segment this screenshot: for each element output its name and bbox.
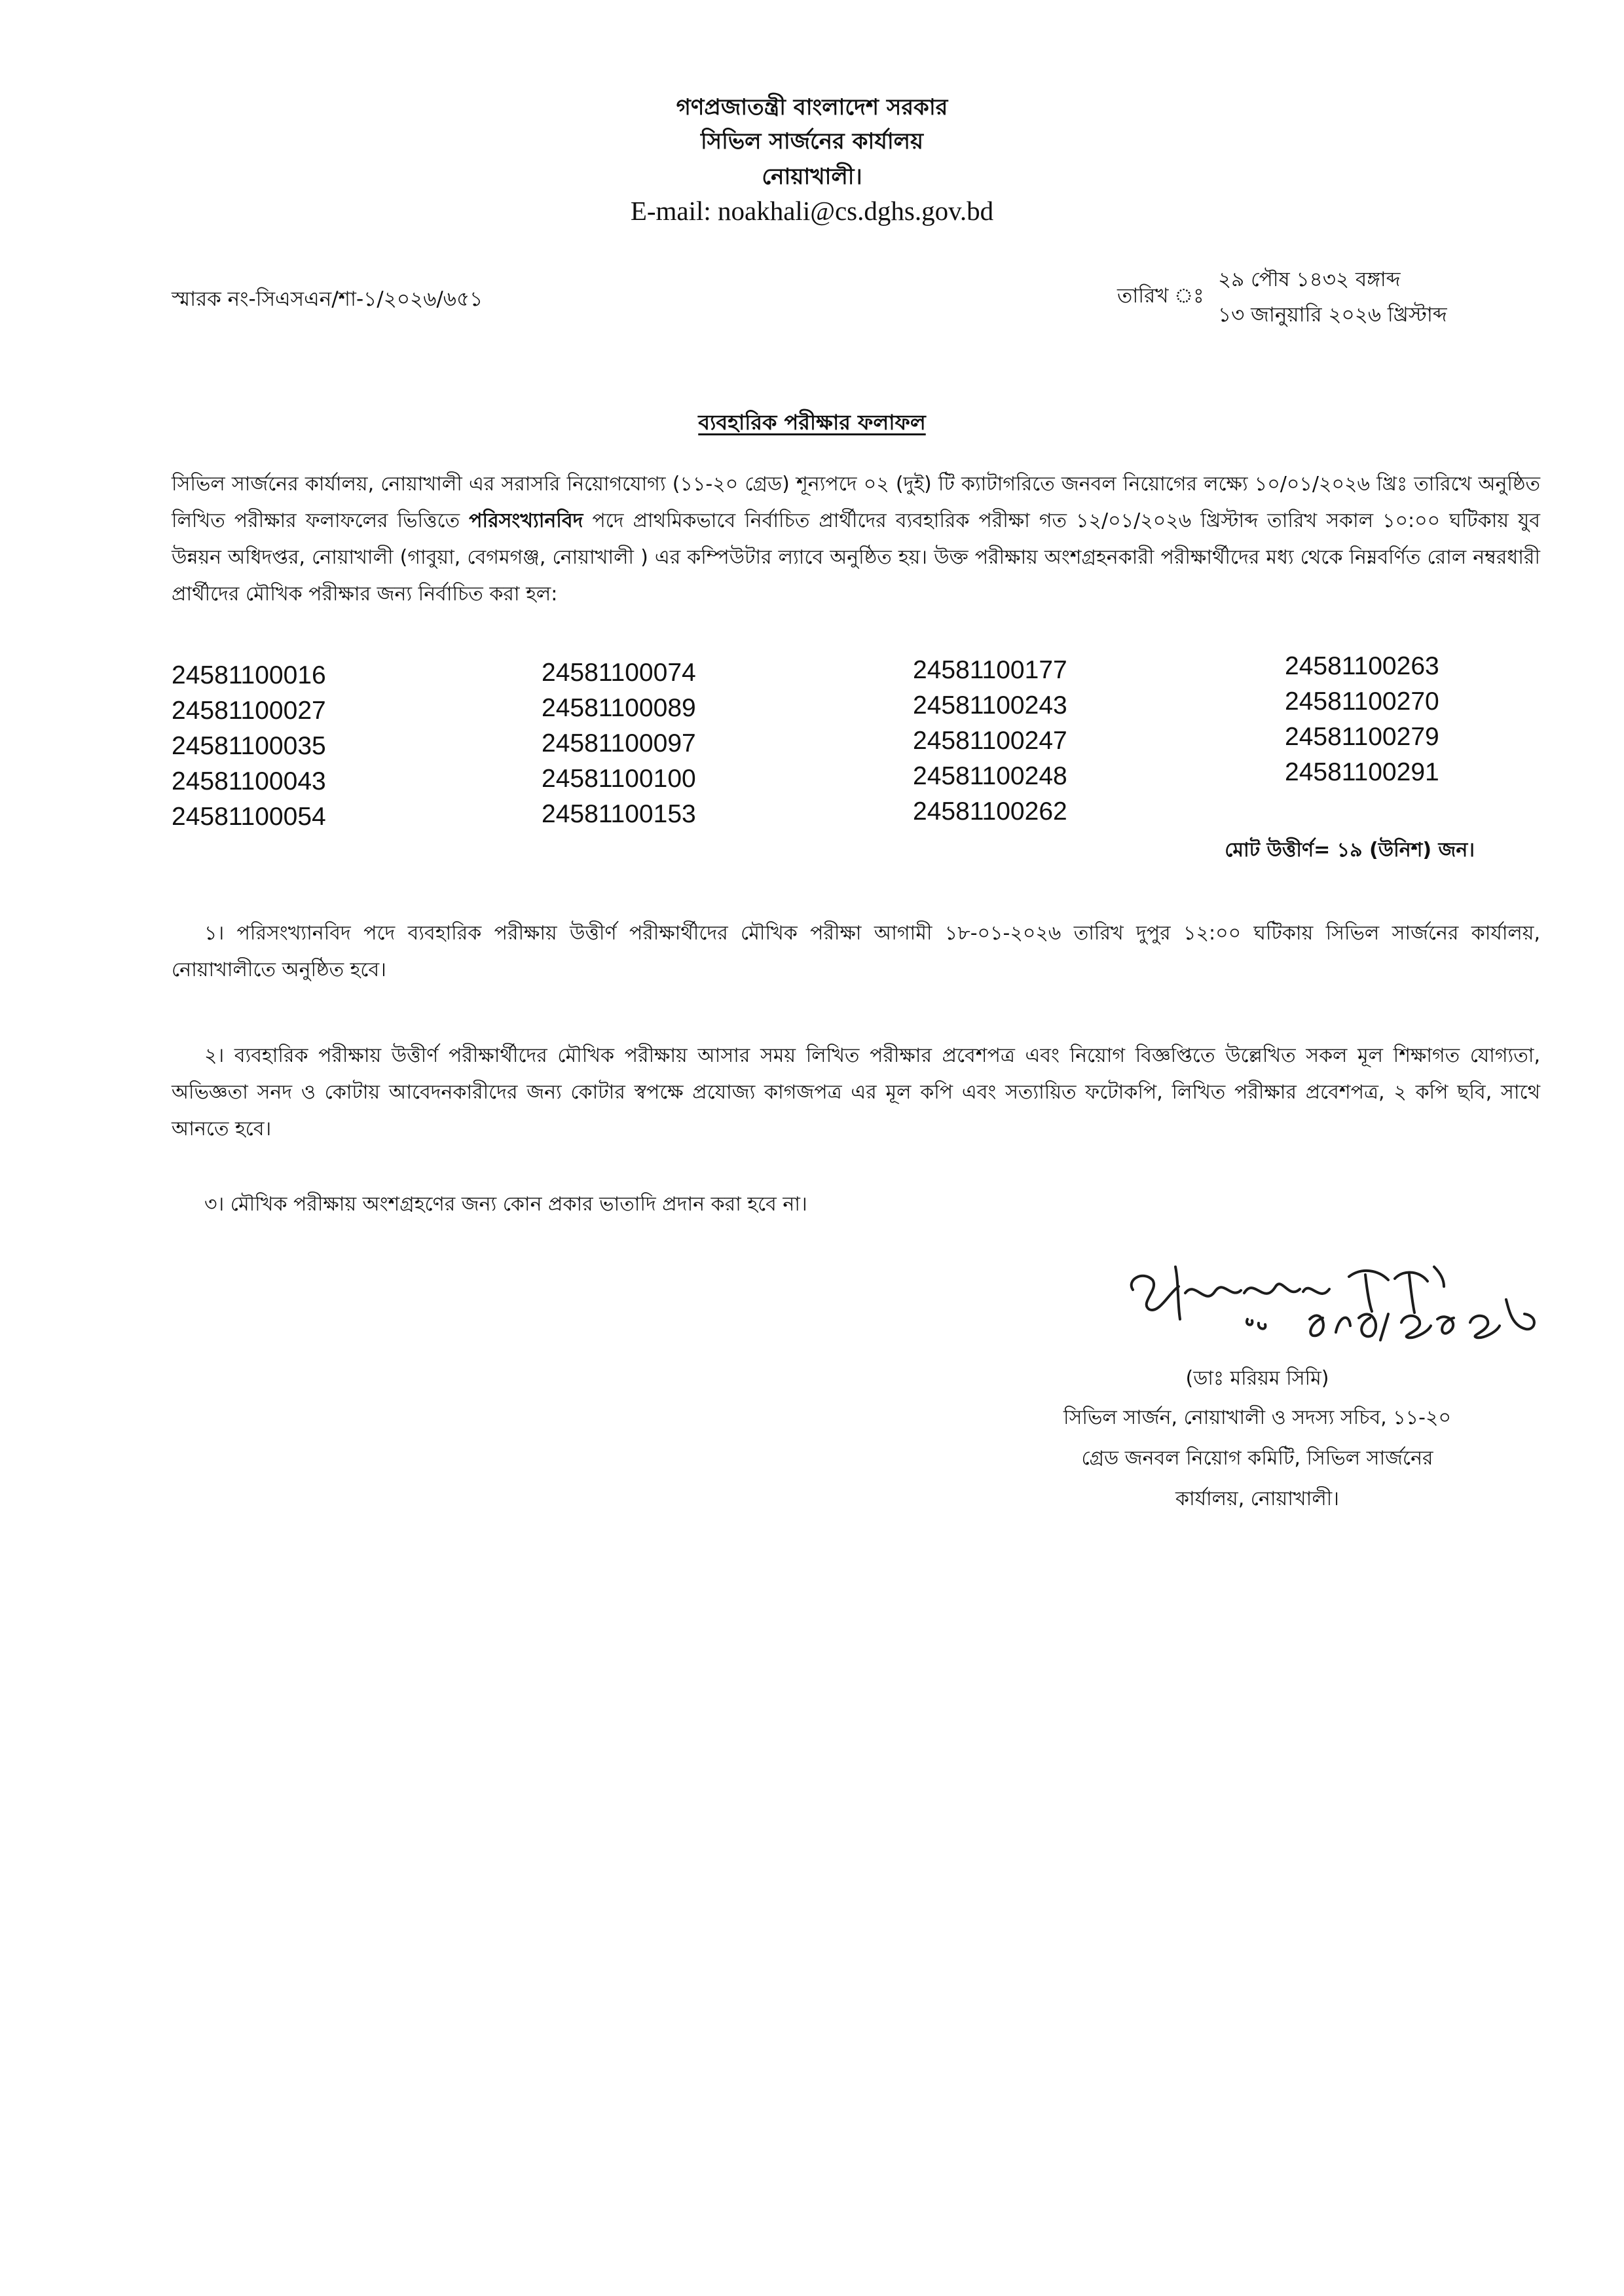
header-district: নোয়াখালী। xyxy=(762,164,862,190)
roll-number: 24581100153 xyxy=(542,800,696,828)
intro-text-part2: পদে প্রাথমিকভাবে নির্বাচিত প্রার্থীদের ব্যবহারিক পরীক্ষা গত ১২/০১/২০২৬ খ্রিস্টাব্দ তারিখ সকাল ১০:০০ ঘটিকায় যুব উন্নয়ন অধিদপ্তর, নোয়াখালী (গাবুয়া, বেগমগঞ্জ, নোয়াখালী ) এর কম্পিউটার ল্যাবে অনুষ্ঠিত হয়। উক্ত পরীক্ষায় অংশগ্রহনকারী পরীক্ষার্থীদের মধ্য থেকে নিম্নবর্ণিত রোল নম্বরধারী প্রার্থীদের মৌখিক পরীক্ষার জন্য নির্বাচিত করা হল: xyxy=(172,509,1540,606)
roll-number: 24581100016 xyxy=(172,661,326,689)
roll-number: 24581100243 xyxy=(913,691,1067,720)
roll-column-4 xyxy=(1285,649,1573,790)
handwritten-signature-image xyxy=(1113,1241,1559,1345)
roll-column-1 xyxy=(172,658,460,835)
roll-number: 24581100247 xyxy=(913,727,1067,755)
note-1: ১। পরিসংখ্যানবিদ পদে ব্যবহারিক পরীক্ষায় উত্তীর্ণ পরীক্ষার্থীদের মৌখিক পরীক্ষা আগামী ১৮-০১-২০২৬ তারিখ দুপুর ১২:০০ ঘটিকায় সিভিল সার্জনের কার্যালয়, নোয়াখালীতে অনুষ্ঠিত হবে। xyxy=(172,922,1540,981)
note-3: ৩। মৌখিক পরীক্ষায় অংশগ্রহণের জন্য কোন প্রকার ভাতাদি প্রদান করা হবে না। xyxy=(204,1193,807,1216)
intro-post-name: পরিসংখ্যানবিদ xyxy=(469,509,583,532)
intro-paragraph xyxy=(172,466,1540,613)
roll-number: 24581100262 xyxy=(913,797,1067,826)
roll-number: 24581100074 xyxy=(542,659,696,687)
signer-designation-line1: সিভিল সার্জন, নোয়াখালী ও সদস্য সচিব, ১১-২০ xyxy=(1063,1406,1451,1429)
roll-number: 24581100248 xyxy=(913,762,1067,790)
subject-title xyxy=(0,407,1624,437)
roll-number: 24581100279 xyxy=(1285,723,1439,751)
signer-designation-line3: কার্যালয়, নোয়াখালী। xyxy=(1175,1487,1339,1510)
roll-number: 24581100054 xyxy=(172,803,326,831)
roll-number: 24581100089 xyxy=(542,694,696,722)
roll-column-2 xyxy=(542,655,830,832)
roll-number: 24581100100 xyxy=(542,765,696,793)
roll-number: 24581100263 xyxy=(1285,652,1439,680)
roll-number: 24581100027 xyxy=(172,697,326,725)
intro-text-part1: সিভিল সার্জনের কার্যালয়, নোয়াখালী এর সরাসরি নিয়োগযোগ্য (১১-২০ গ্রেড) শূন্যপদে ০২ (দুই) টি ক্যাটাগরিতে জনবল নিয়োগের লক্ষ্যে ১০/০১/২০২৬ খ্রিঃ তারিখে অনুষ্ঠিত লিখিত পরীক্ষার ফলাফলের ভিত্তিতে xyxy=(172,473,1540,532)
roll-number: 24581100035 xyxy=(172,732,326,760)
note-2: ২। ব্যবহারিক পরীক্ষায় উত্তীর্ণ পরীক্ষার্থীদের মৌখিক পরীক্ষায় আসার সময় লিখিত পরীক্ষার প্রবেশপত্র এবং নিয়োগ বিজ্ঞপ্তিতে উল্লেখিত সকল মূল শিক্ষাগত যোগ্যতা, অভিজ্ঞতা সনদ ও কোটায় আবেদনকারীদের জন্য কোটার স্বপক্ষে প্রযোজ্য কাগজপত্র এর মূল কপি এবং সত্যায়িত ফটোকপি, লিখিত পরীক্ষার প্রবেশপত্র, ২ কপি ছবি, সাথে আনতে হবে। xyxy=(172,1044,1540,1140)
header-office: সিভিল সার্জনের কার্যালয় xyxy=(700,128,924,155)
signer-name: (ডাঃ মরিয়ম সিমি) xyxy=(1185,1367,1329,1390)
memo-reference: স্মারক নং-সিএসএন/শা-১/২০২৬/৬৫১ xyxy=(172,287,483,311)
header-email: E-mail: noakhali@cs.dghs.gov.bd xyxy=(630,196,994,226)
subject-text: ব্যবহারিক পরীক্ষার ফলাফল xyxy=(698,410,926,435)
roll-number: 24581100097 xyxy=(542,729,696,757)
memo-date-english: ১৩ জানুয়ারি ২০২৬ খ্রিস্টাব্দ xyxy=(1218,303,1447,327)
roll-number: 24581100177 xyxy=(913,656,1067,684)
roll-number-list xyxy=(172,652,1481,848)
memo-date xyxy=(1218,262,1447,333)
memo-date-label: তারিখ ঃ xyxy=(1117,284,1204,308)
total-passed: মোট উত্তীর্ণ= ১৯ (উনিশ) জন। xyxy=(1225,839,1475,862)
memo-date-bangla: ২৯ পৌষ ১৪৩২ বঙ্গাব্দ xyxy=(1218,268,1401,291)
roll-number: 24581100270 xyxy=(1285,687,1439,716)
roll-number: 24581100291 xyxy=(1285,758,1439,786)
header-government: গণপ্রজাতন্ত্রী বাংলাদেশ সরকার xyxy=(676,94,948,120)
roll-column-3 xyxy=(913,653,1201,829)
signer-designation-line2: গ্রেড জনবল নিয়োগ কমিটি, সিভিল সার্জনের xyxy=(1081,1447,1433,1470)
roll-number: 24581100043 xyxy=(172,767,326,795)
